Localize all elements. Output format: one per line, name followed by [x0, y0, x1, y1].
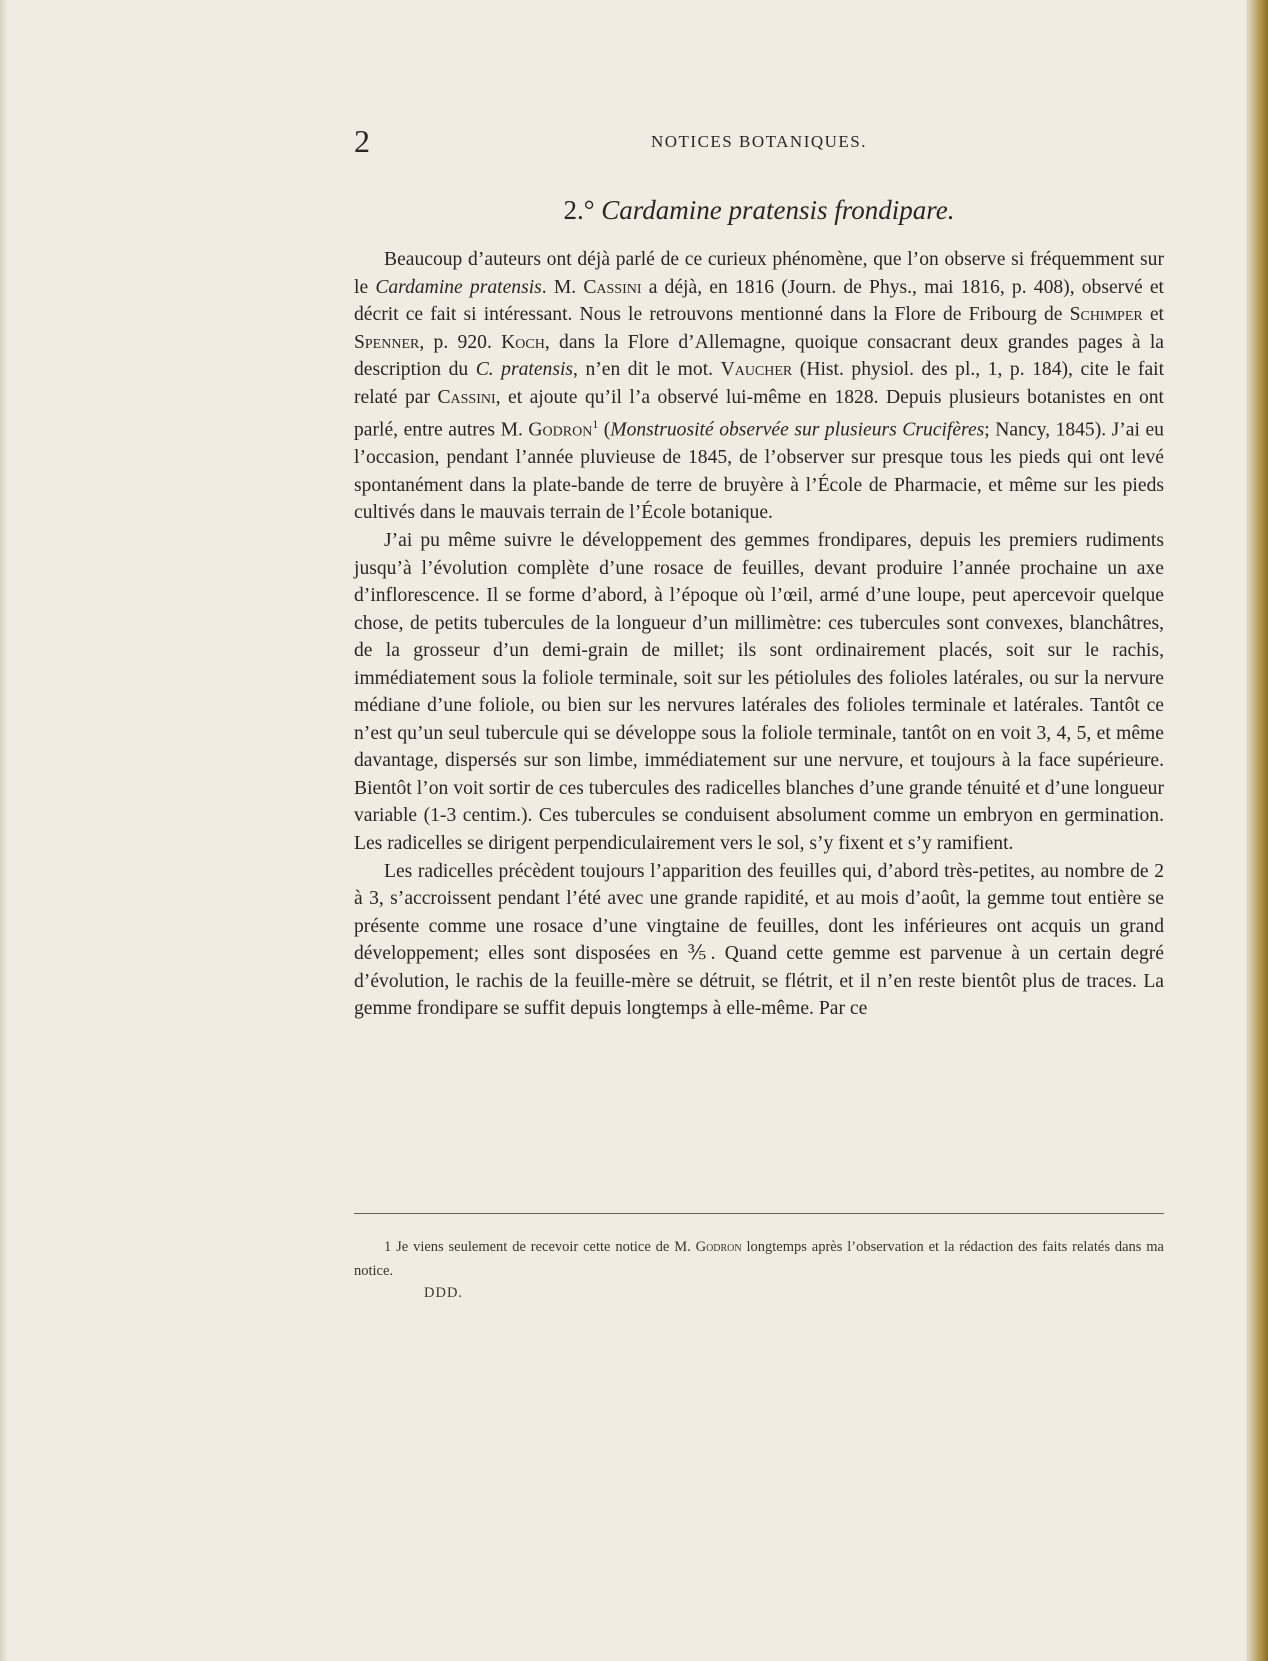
section-number: 2.° [563, 195, 595, 225]
author-name: Schimper [1069, 304, 1143, 326]
footnote-text [354, 1235, 1164, 1283]
author-name: Spenner [354, 331, 420, 353]
text-run: longtemps après l’observation et la rédaction des faits relatés dans ma notice. [354, 1239, 1164, 1279]
section-title-text: Cardamine pratensis frondipare. [601, 195, 955, 225]
paragraph-3: Les radicelles précèdent toujours l’apparition des feuilles qui, d’abord très-petites, au nombre de 2 à 3, s’accroissent pendant l’été avec une grande rapidité, et au mois d’août, la gemme tout entière se présente comme une rosace d’une vingtaine de feuilles, dont les inférieures ont acquis un grand développement; elles sont disposées en ⅗. Quand cette gemme est parvenue à un certain degré d’évolution, le rachis de la feuille-mère se détruit, se flétrit, et il n’en reste bientôt plus de traces. La gemme frondipare se suffit depuis longtemps à elle-même. Par ce [354, 860, 1164, 1020]
page-number: 2 [354, 123, 370, 159]
text-run: , dans la Flore d’Allemagne, quoique consacrant deux grandes pages à la description du [354, 331, 1164, 381]
text-run: . M. [541, 276, 584, 298]
author-name: Godron [695, 1239, 742, 1255]
paragraph-2: J’ai pu même suivre le développement des gemmes frondipares, depuis les premiers rudiments jusqu’à l’évolution complète d’une rosace de feuilles, devant produire l’année prochaine un axe d’inflorescence. Il se forme d’abord, à l’époque où l’œil, armé d’une loupe, peut apercevoir quelque chose, de petits tubercules de la longueur d’un millimètre: ces tubercules sont convexes, blanchâtres, de la grosseur d’un demi-grain de millet; ils sont ordinairement placés, soit sur le rachis, immédiatement sous la foliole terminale, soit sur les pétiolules des folioles latérales, ou sur la nervure médiane d’une foliole, ou bien sur les nervures latérales des folioles terminale et latérales. Tantôt ce n’est qu’un seul tubercule qui se développe sous la foliole terminale, tantôt on en voit 3, 4, 5, et même davantage, dispersés sur son limbe, immédiatement sur une nervure, et toujours à la face supérieure. Bientôt l’on voit sortir de ces tubercules des radicelles blanches d’une grande ténuité et d’une longueur variable (1-3 centim.). Ces tubercules se conduisent absolument comme un embryon en germination. Les radicelles se dirigent perpendiculairement vers le sol, s’y fixent et s’y ramifient. [354, 530, 1164, 855]
text-run: ; Nancy, 1845). J’ai eu l’occasion, pendant l’année pluvieuse de 1845, de l’observer sur presque tous les pieds qui ont levé spontanément dans la plate-bande de terre de bruyère à l’École de Pharmacie, et même sur les pieds cultivés dans le mauvais terrain de l’École botanique. [354, 419, 1164, 524]
text-run: , et ajoute qu’il l’a observé lui-même en 1828. Depuis plusieurs botanistes en ont parlé, entre autres M. [354, 386, 1164, 441]
text-run: (Hist. physiol. des pl., 1, p. 184), cite le fait relaté par [354, 359, 1165, 408]
author-name: Koch [501, 331, 545, 353]
taxon-name: Cardamine pratensis [375, 276, 542, 298]
text-run: , n’en dit le mot. [573, 359, 721, 381]
taxon-name: C. pratensis [475, 359, 574, 381]
page-left-edge [0, 0, 8, 1661]
text-run: et [1142, 304, 1164, 326]
author-name: Godron [528, 419, 593, 441]
author-name: Vaucher [720, 359, 793, 381]
footnote [354, 1235, 1164, 1283]
footnote-divider [354, 1213, 1164, 1214]
author-name: Cassini [583, 276, 642, 298]
paragraph-1 [354, 246, 1164, 527]
text-run: ( [598, 419, 611, 441]
page-right-edge [1246, 0, 1268, 1661]
text-run: Beaucoup d’auteurs ont déjà parlé de ce curieux phénomène, que l’on observe si fréquemment sur le [354, 249, 1164, 298]
page-header [354, 124, 1164, 158]
text-run: a déjà, en 1816 (Journ. de Phys., mai 1816, p. 408), observé et décrit ce fait si intéressant. Nous le retrouvons mentionné dans la Flore de Fribourg de [354, 276, 1164, 326]
text-run: 1 Je viens seulement de recevoir cette notice de M. [384, 1239, 696, 1255]
text-run: , p. 920. [419, 331, 502, 353]
cited-work-title: Monstruosité observée sur plusieurs Crucifères [610, 419, 985, 441]
author-name: Cassini [437, 386, 496, 408]
footnote-marker: 1 [592, 418, 599, 432]
main-text [354, 246, 1164, 1023]
running-title: NOTICES BOTANIQUES. [650, 132, 868, 151]
section-title [354, 192, 1164, 228]
footnote-signature: DDD. [424, 1285, 464, 1301]
